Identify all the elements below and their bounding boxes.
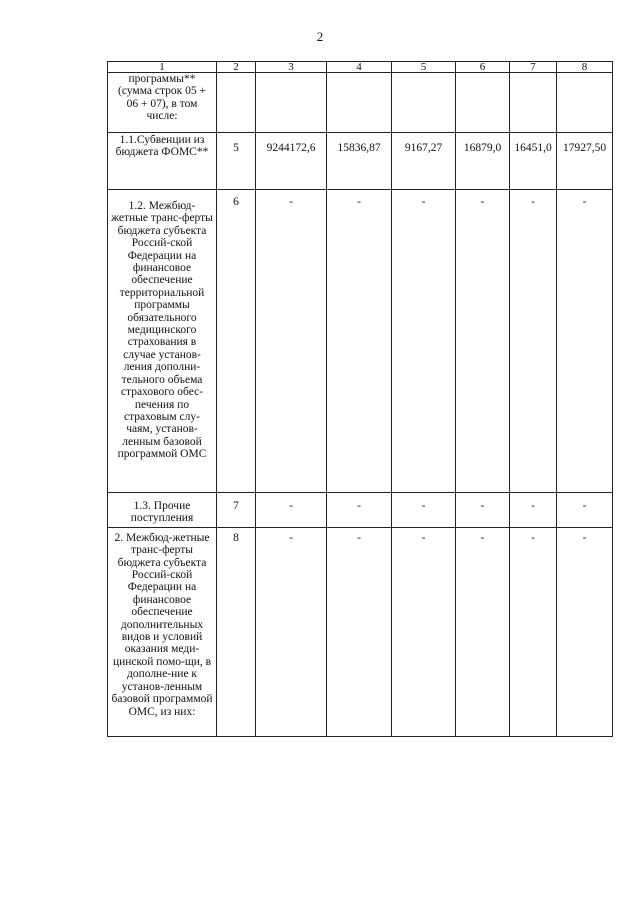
cell-value: -	[327, 527, 392, 736]
column-header: 7	[510, 62, 557, 73]
cell-value	[256, 73, 327, 133]
row-label: 2. Межбюд-жетные транс-ферты бюджета субъекта Россий-ской Федерации на финансовое обеспечение дополнительных видов и условий оказания меди-цинской помо-щи, в дополне-ние к установ-ленным базовой программой ОМС, из них:	[108, 527, 217, 736]
table-row	[108, 190, 613, 493]
cell-value: -	[256, 190, 327, 493]
row-label: 1.1.Субвенции из бюджета ФОМС**	[108, 133, 217, 190]
cell-value: 17927,50	[557, 133, 613, 190]
cell-value: -	[510, 527, 557, 736]
row-number: 5	[217, 133, 256, 190]
table-row	[108, 133, 613, 190]
cell-value: -	[456, 493, 510, 528]
row-label: 1.3. Прочие поступления	[108, 493, 217, 528]
cell-value: 16451,0	[510, 133, 557, 190]
cell-value: -	[557, 190, 613, 493]
row-label: программы** (сумма строк 05 + 06 + 07), в том числе:	[108, 73, 217, 133]
table-row	[108, 73, 613, 133]
cell-value	[456, 73, 510, 133]
column-header: 1	[108, 62, 217, 73]
cell-value: 9244172,6	[256, 133, 327, 190]
cell-value: 16879,0	[456, 133, 510, 190]
cell-value: -	[557, 527, 613, 736]
cell-value: -	[456, 190, 510, 493]
column-header: 4	[327, 62, 392, 73]
cell-value	[557, 73, 613, 133]
cell-value: -	[327, 190, 392, 493]
row-number: 6	[217, 190, 256, 493]
row-number: 7	[217, 493, 256, 528]
cell-value: -	[256, 527, 327, 736]
cell-value: -	[510, 493, 557, 528]
row-number	[217, 73, 256, 133]
budget-table	[107, 61, 613, 737]
cell-value: -	[392, 527, 456, 736]
column-header: 5	[392, 62, 456, 73]
cell-value: 15836,87	[327, 133, 392, 190]
column-header: 6	[456, 62, 510, 73]
row-number: 8	[217, 527, 256, 736]
row-label: 1.2. Межбюд-жетные транс-ферты бюджета субъекта Россий-ской Федерации на финансовое обеспечение территориальной программы обязательного медицинского страхования в случае установ-ления дополни-тельного объема страхового обес-печения по страховым слу-чаям, установ-ленным базовой программой ОМС	[108, 190, 217, 493]
cell-value: -	[392, 493, 456, 528]
table-row	[108, 493, 613, 528]
cell-value	[392, 73, 456, 133]
cell-value: 9167,27	[392, 133, 456, 190]
column-header: 8	[557, 62, 613, 73]
column-header: 3	[256, 62, 327, 73]
table-row	[108, 527, 613, 736]
cell-value: -	[256, 493, 327, 528]
cell-value	[510, 73, 557, 133]
table-header-row	[108, 62, 613, 73]
page-number: 2	[316, 29, 324, 44]
cell-value: -	[456, 527, 510, 736]
cell-value: -	[327, 493, 392, 528]
cell-value: -	[510, 190, 557, 493]
column-header: 2	[217, 62, 256, 73]
cell-value: -	[392, 190, 456, 493]
cell-value	[327, 73, 392, 133]
cell-value: -	[557, 493, 613, 528]
